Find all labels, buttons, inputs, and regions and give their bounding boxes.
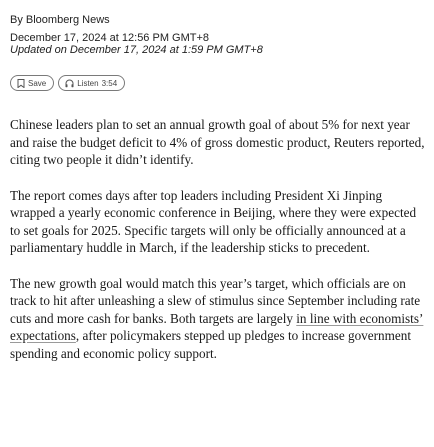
save-label: Save <box>28 78 47 88</box>
paragraph-2: The report comes days after top leaders including President Xi Jinping wrapped a yearly economic conference in Beijing, where they were expected to set goals for 2025. Specific targets will only be officially announced at a parliamentary huddle in March, if the leadership sticks to precedent. <box>10 187 417 255</box>
article-actions <box>10 74 428 92</box>
listen-duration: 3:54 <box>101 78 118 88</box>
bookmark-icon <box>17 79 25 88</box>
save-button[interactable] <box>10 75 54 91</box>
listen-button[interactable] <box>58 75 125 91</box>
listen-label: Listen <box>77 78 99 88</box>
updated-date: Updated on December 17, 2024 at 1:59 PM GMT+8 <box>10 44 263 56</box>
paragraph-1: Chinese leaders plan to set an annual growth goal of about 5% for next year and raise the budget deficit to 4% of gross domestic product, Reuters reported, citing two people it didn’t identify. <box>10 117 425 167</box>
article-body <box>10 116 428 362</box>
paragraph-3-end: , after policymakers stepped up pledges to increase government spending and economic policy support. <box>10 328 411 361</box>
headphones-icon <box>65 79 74 88</box>
byline: By Bloomberg News <box>10 14 110 26</box>
paragraph-3 <box>10 275 428 363</box>
paragraph-3-start: The new growth goal would match this year’s target, which officials are on track to hit after unleashing a slew of stimulus since September including rate cuts and more cash for banks. Both targets are largely <box>10 275 421 326</box>
economists-expectations-link[interactable]: in line with economists’ expectations <box>10 310 424 343</box>
published-date: December 17, 2024 at 12:56 PM GMT+8 <box>10 32 210 44</box>
